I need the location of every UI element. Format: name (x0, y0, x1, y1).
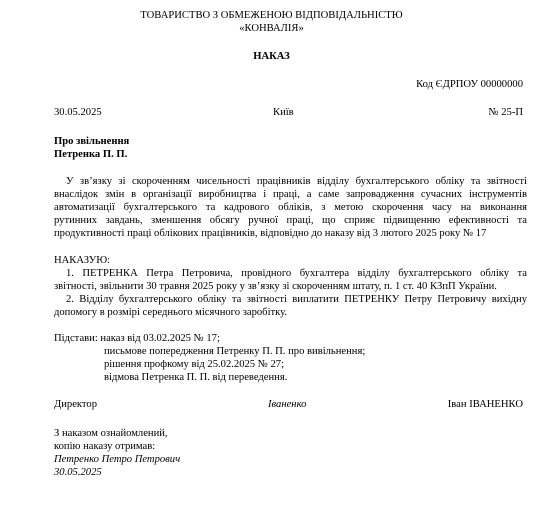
document-type: НАКАЗ (253, 51, 290, 62)
subject-title: Про звільнення (54, 136, 130, 147)
order-heading: НАКАЗУЮ: (54, 255, 111, 266)
order-city: Київ (273, 107, 294, 118)
signer-position: Директор (54, 399, 97, 410)
order-item-line: 1. ПЕТРЕНКА Петра Петровича, провідного бухгалтера відділу бухгалтерського обліку та (66, 268, 527, 279)
order-item-2 (54, 294, 527, 320)
company-name: ТОВАРИСТВО З ОБМЕЖЕНОЮ ВІДПОВІДАЛЬНІСТЮ (140, 10, 403, 21)
grounds-item: відмова Петренка П. П. від переведення. (104, 372, 288, 383)
preamble-line: рутинних завдань, зменшення обсягу ручної праці, що сприяє підвищенню ефективності та (54, 214, 527, 226)
preamble-paragraph (54, 176, 527, 241)
company-brand: «КОНВАЛІЯ» (239, 23, 304, 34)
edrpou-code: Код ЄДРПОУ 00000000 (416, 79, 523, 90)
signer-signature: Іваненко (268, 399, 307, 410)
order-date: 30.05.2025 (54, 107, 102, 118)
preamble-line: автоматизації бухгалтерського та кадрового обліків, з метою скорочення часу на виконання (54, 201, 527, 213)
order-item-line: допомогу в розмірі середнього місячного заробітку. (54, 306, 288, 318)
order-item-line: 2. Відділу бухгалтерського обліку та звітності виплатити ПЕТРЕНКУ Петру Петровичу вихідну (66, 294, 527, 305)
acknowledgement-date: 30.05.2025 (54, 467, 102, 478)
preamble-line: внаслідок змін в організації виробництва і праці, а саме запровадження сучасних інструментів (54, 188, 527, 200)
order-number: № 25-П (488, 107, 523, 118)
order-item-line: звітності, звільнити 30 травня 2025 року у зв’язку зі скороченням штату, п. 1 ст. 40 КЗпП України. (54, 280, 497, 292)
subject-person: Петренка П. П. (54, 149, 128, 160)
acknowledgement-line: копію наказу отримав: (54, 441, 156, 452)
grounds-item: письмове попередження Петренку П. П. про вивільнення; (104, 346, 366, 357)
acknowledgement-signer: Петренко Петро Петрович (54, 454, 181, 465)
grounds-label: Підстави: наказ від 03.02.2025 № 17; (54, 333, 220, 344)
preamble-line: У зв’язку зі скороченням чисельності працівників відділу бухгалтерського обліку та звітності (66, 176, 527, 187)
acknowledgement-line: З наказом ознайомлений, (54, 428, 168, 439)
signer-name: Іван ІВАНЕНКО (447, 399, 523, 410)
order-item-1 (54, 268, 527, 294)
preamble-line: продуктивності праці облікових працівників, відповідно до наказу від 3 лютого 2025 року № 17 (54, 227, 487, 239)
grounds-item: рішення профкому від 25.02.2025 № 27; (104, 359, 285, 370)
